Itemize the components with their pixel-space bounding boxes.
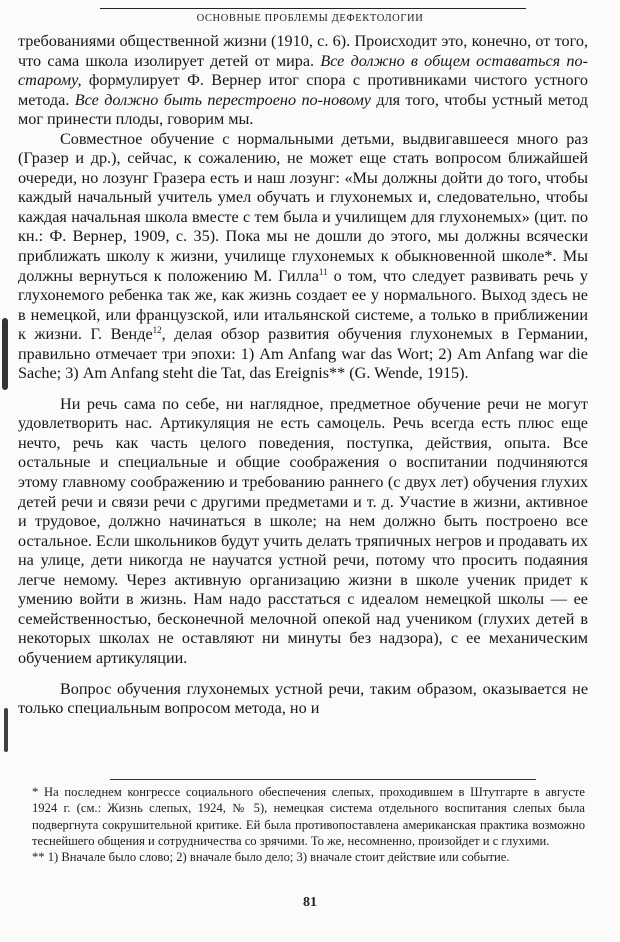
footnote: * На последнем конгрессе социального обеспечения слепых, проходившем в Штутгарте в августе 1924 г. (см.: Жизнь слепых, 1924, № 5), немецкая система отдельного воспитания слепых была подвергнута сокрушительной критике. Ей была противопоставлена американская практика возможно теснейшего общения и сотрудничества со зрячими. То же, несомненно, произойдет и с глухими. [32, 785, 585, 848]
scan-artifact-mark [4, 708, 8, 752]
text-run: Ни речь сама по себе, ни наглядное, предметное обучение речи не могут удовлетворить нас. Артикуляция не есть самоцель. Речь всегда есть плюс еще нечто, речь как часть целого поведения, поступка, действия, опыта. Все остальные и специальные и общие соображения о воспитании подчиняются этому главному соображению и требованию раннего (с двух лет) обучения глухих детей речи и связи речи с другими предметами и т. д. Участие в жизни, активное и трудовое, должно начинаться в школе; на нем должно быть построено все остальное. Если школьников будут учить делать тряпичных негров и продавать их на улице, дети никогда не научатся устной речи, потому что просить подаяния легче немому. Через активную организацию жизни в школе ученик придет к умению войти в жизнь. Нам надо расстаться с идеалом немецкой школы — ее семейственностью, бесконечной мелочной опекой над учеником (глухих детей в некоторых школах не оставляют ни минуты без надзора), с ее механическим обучением артикуляции. [18, 394, 588, 667]
paragraph [18, 680, 588, 719]
text-run: , делая обзор развития обучения глухонемых в Германии, правильно отмечает три эпохи: 1) Am Anfang war das Wort; 2) Am Anfang war die Sache; 3) Am Anfang steht die Tat, das Ereignis** (G. Wende, 1915). [18, 325, 588, 383]
emphasis-text: Все должно быть перестроено по-новому [74, 90, 371, 109]
paragraph [18, 32, 588, 130]
footnote-rule [110, 779, 536, 780]
emphasis-text: Все должно в общем оставаться по-старому, [18, 51, 589, 90]
text-run: о том, что следует развивать речь у глухонемого ребенка так же, как жизнь создает ее у нормального. Выход здесь не в немецкой, или французской, или итальянской системе, а только в приближении к жизни. Г. Венде [18, 266, 588, 344]
footnote-ref: 11 [318, 266, 328, 277]
running-head: ОСНОВНЫЕ ПРОБЛЕМЫ ДЕФЕКТОЛОГИИ [196, 13, 424, 24]
text-run: для того, чтобы устный метод мог принести плоды, говорим мы. [18, 90, 588, 129]
paragraph [18, 395, 588, 669]
page-number: 81 [303, 895, 317, 910]
text-run: требованиями общественной жизни (1910, с. 6). Происходит это, конечно, от того, что сама школа изолирует детей от мира. [18, 32, 588, 70]
scan-artifact-mark [2, 318, 8, 390]
footnote-ref: 12 [152, 325, 162, 336]
footnotes [32, 784, 585, 865]
body-text [18, 32, 588, 719]
footnote: ** 1) Вначале было слово; 2) вначале было дело; 3) вначале стоит действие или событие. [32, 850, 510, 865]
paragraph [18, 130, 588, 384]
text-run: Совместное обучение с нормальными детьми, выдвигавшееся много раз (Гразер и др.), сейчас, к сожалению, не может еще стать вопросом ближайшей очереди, но лозунг Гразера есть и наш лозунг: «Мы должны дойти до того, чтобы каждый начальный учитель умел обучать и глухонемых и, следовательно, чтобы каждая начальная школа вместе с тем была и училищем для глухонемых» (цит. по кн.: Ф. Вернер, 1909, с. 35). Пока мы не дошли до этого, мы должны всячески приближать школу к жизни, училище глухонемых к обыкновенной школе*. Мы должны вернуться к положению М. Гилла [18, 129, 588, 285]
text-run: Вопрос обучения глухонемых устной речи, таким образом, оказывается не только специальным вопросом метода, но и [18, 679, 588, 718]
text-run: формулирует Ф. Вернер итог спора с противниками чистого устного метода. [18, 71, 588, 109]
header-rule [100, 8, 526, 9]
